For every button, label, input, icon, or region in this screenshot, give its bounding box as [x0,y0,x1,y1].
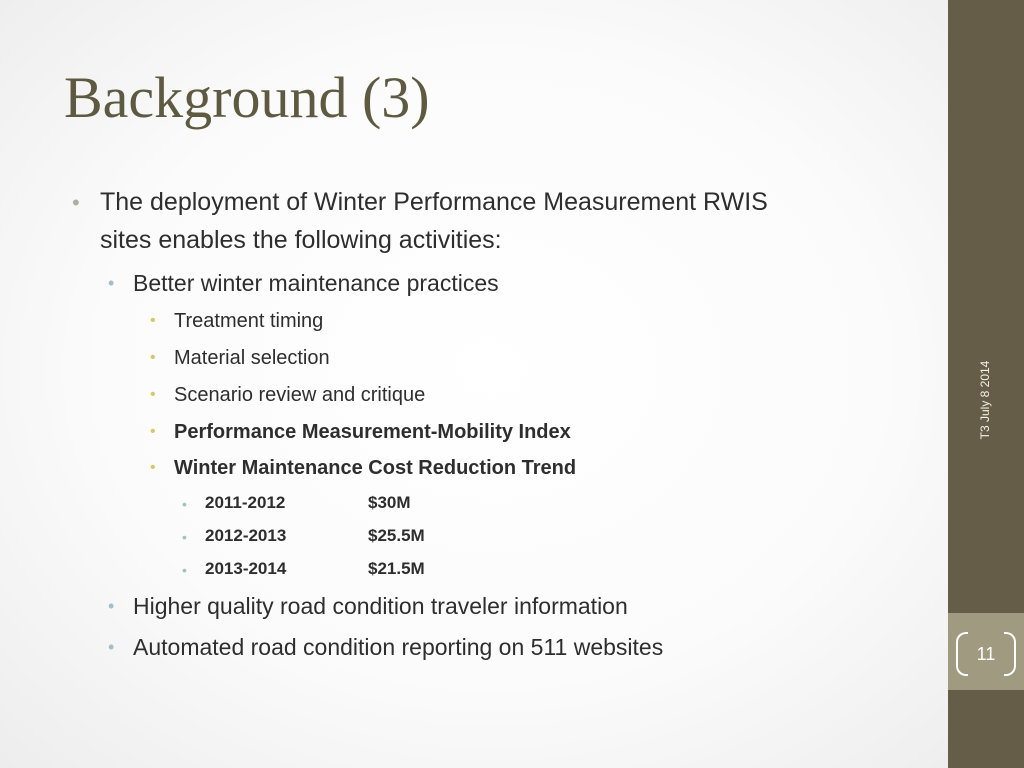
bullet-treatment-timing: Treatment timing [174,310,324,332]
bullet-intro-line2: sites enables the following activities: [100,226,502,254]
page-number-frame [956,632,1016,676]
cost-amount-2012: $25.5M [368,526,425,545]
bullet-icon: • [182,529,187,545]
bullet-automated-reporting: Automated road condition reporting on 511 websites [133,634,664,660]
cost-period-2013: 2013-2014 [205,559,287,578]
slide-title: Background (3) [64,65,430,130]
bullet-icon: • [150,386,156,403]
bullet-icon: • [182,496,187,512]
bullet-icon: • [108,596,115,616]
cost-period-2012: 2012-2013 [205,526,287,545]
footer-date: T3 July 8 2014 [978,360,992,440]
cost-amount-2013: $21.5M [368,559,425,578]
page-number: 11 [976,644,996,664]
bullet-mobility-index: Performance Measurement-Mobility Index [174,421,571,443]
bullet-icon: • [150,423,156,440]
bullet-cost-trend: Winter Maintenance Cost Reduction Trend [174,457,577,479]
cost-period-2011: 2011-2012 [205,493,286,512]
bullet-traveler-info: Higher quality road condition traveler information [133,593,628,619]
bullet-practices: Better winter maintenance practices [133,270,499,296]
bullet-icon: • [150,459,156,476]
bullet-intro-line1: The deployment of Winter Performance Measurement RWIS [100,188,768,216]
bullet-icon: • [150,312,156,329]
bullet-icon: • [108,273,115,293]
bullet-scenario-review: Scenario review and critique [174,384,426,406]
bullet-icon: • [72,190,80,215]
bullet-icon: • [108,637,115,657]
bullet-icon: • [182,562,187,578]
bullet-icon: • [150,349,156,366]
cost-amount-2011: $30M [368,493,411,512]
bullet-material-selection: Material selection [174,347,330,369]
